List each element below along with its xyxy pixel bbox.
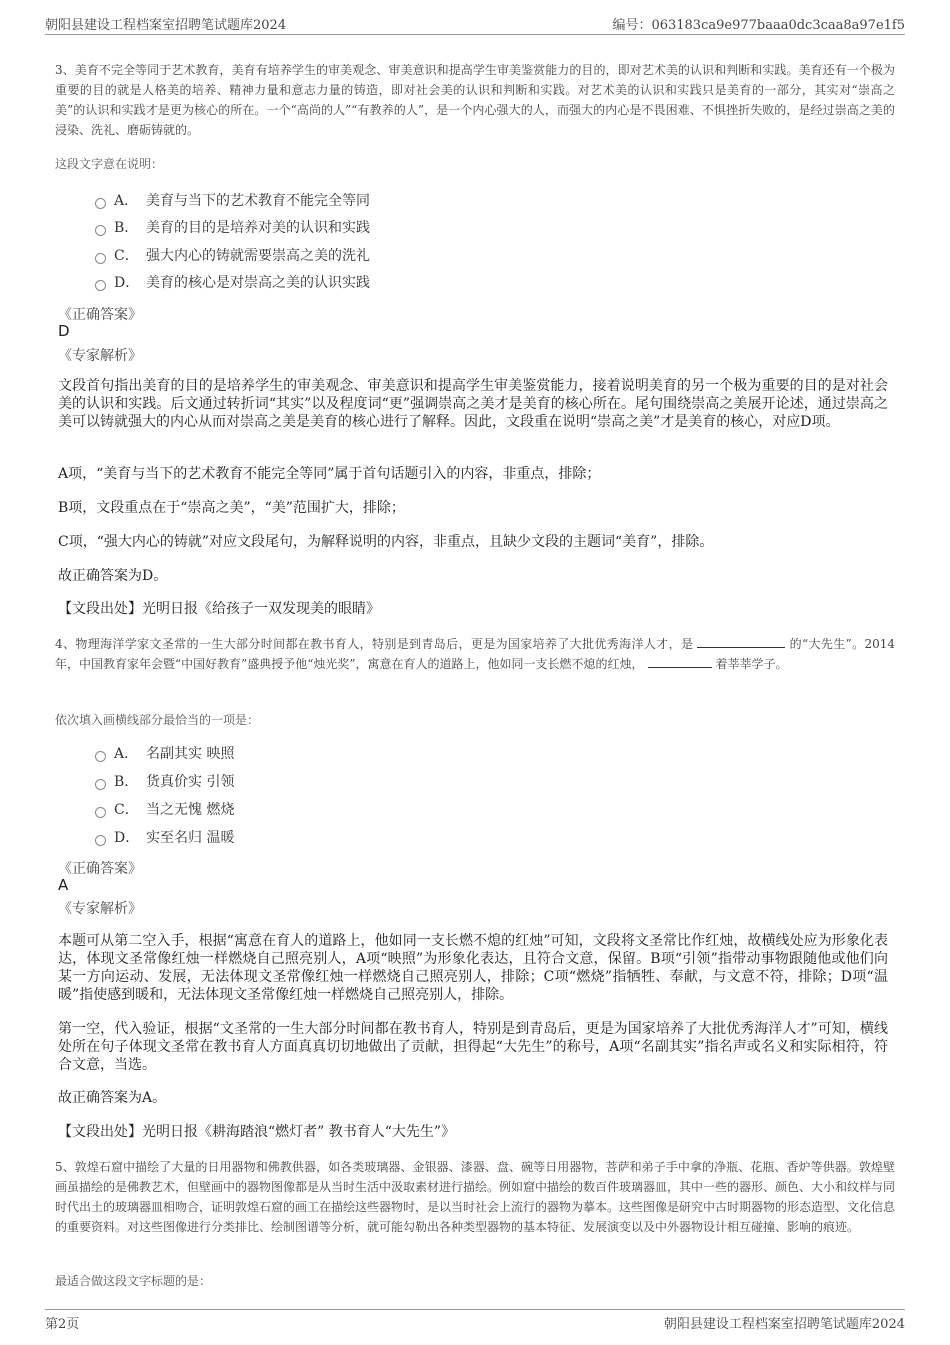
document-code: 编号：063183ca9e977baaa0dc3caa8a97e1f5 (612, 18, 905, 33)
question-3-text: 3、美育不完全等同于艺术教育，美育有培养学生的审美观念、审美意识和提高学生审美鉴赏能力的目的，即对艺术美的认识和判断和实践。美育还有一个极为重要的目的就是人格美的培养、精神力量和意志力量的铸造，即对社会美的认识和判断和实践。对艺术美的认识和实践只是美育的一部分，其实对“崇高之美”的认识和实践才是更为核心的所在。一个“高尚的人”“有教养的人”，是一个内心强大的人，而强大的内心是不畏困难、不惧挫折失败的，是经过崇高之美的浸染、洗礼、磨砺铸就的。 (55, 63, 895, 137)
question-3-option-d[interactable]: D． 美育的核心是对崇高之美的认识实践 (95, 271, 370, 293)
question-3-option-a[interactable]: A． 美育与当下的艺术教育不能完全等同 (95, 189, 370, 211)
question-4-text: 4、物理海洋学家文圣常的一生大部分时间都在教书育人，特别是到青岛后，更是为国家培养了大批优秀海洋人才，是 的“大先生”。2014年，中国教育家年会暨“中国好教育”盛典授予他“烛光奖”，寓意在育人的道路上，他如同一支长燃不熄的红烛， 着莘莘学子。 (55, 637, 896, 671)
radio-icon[interactable] (95, 253, 106, 264)
question-4-option-b[interactable]: B． 货真价实 引领 (95, 770, 234, 792)
question-3-analysis-main: 文段首句指出美育的目的是培养学生的审美观念、审美意识和提高学生审美鉴赏能力，接着说明美育的另一个极为重要的目的是对社会美的认识和实践。后文通过转折词“其实”以及程度词“更”强调崇高之美才是美育的核心所在。尾句围绕崇高之美展开论述，通过崇高之美可以铸就强大的内心从而对崇高之美是美育的核心进行了解释。因此，文段重在说明“崇高之美”才是美育的核心，对应D项。 (58, 378, 888, 430)
question-3-answer-label: 《正确答案》 (58, 307, 142, 323)
question-3-prompt: 这段文字意在说明： (55, 157, 164, 171)
blank-1 (697, 635, 785, 648)
radio-icon[interactable] (95, 751, 106, 762)
option-text: 当之无愧 燃烧 (146, 802, 235, 818)
option-text: 强大内心的铸就需要崇高之美的洗礼 (146, 248, 370, 264)
question-3-conclusion: 故正确答案为D。 (58, 568, 168, 584)
radio-icon[interactable] (95, 807, 106, 818)
blank-2 (648, 655, 712, 668)
radio-icon[interactable] (95, 280, 106, 291)
page-number: 第2页 (45, 1317, 80, 1332)
option-text: 美育的目的是培养对美的认识和实践 (146, 220, 370, 236)
question-3-analysis-a: A项，“美育与当下的艺术教育不能完全等同”属于首句话题引入的内容，非重点，排除； (58, 466, 601, 482)
question-4-conclusion: 故正确答案为A。 (58, 1090, 167, 1106)
question-5-text: 5、敦煌石窟中描绘了大量的日用器物和佛教供器，如各类玻璃器、金银器、漆器、盘、碗等日用器物，菩萨和弟子手中拿的净瓶、花瓶、香炉等供器。敦煌壁画虽描绘的是佛教艺术，但壁画中的器物图像都是从当时生活中汲取素材进行描绘。例如窟中描绘的数百件玻璃器皿，其中一些的器形、颜色、大小和纹样与同时代出土的玻璃器皿相吻合，证明敦煌石窟的画工在描绘这些器物时，是以当时社会上流行的器物为摹本。这些图像是研究中古时期器物的形态造型、文化信息的重要资料。对这些图像进行分类排比、绘制图谱等分析，就可能勾勒出各种类型器物的基本特征、发展演变以及中外器物设计相互碰撞、影响的痕迹。 (55, 1160, 896, 1234)
footer-title: 朝阳县建设工程档案室招聘笔试题库2024 (663, 1317, 905, 1332)
question-3-option-b[interactable]: B． 美育的目的是培养对美的认识和实践 (95, 216, 370, 238)
question-5-prompt: 最适合做这段文字标题的是： (55, 1274, 212, 1288)
option-text: 实至名归 温暖 (146, 830, 235, 846)
question-4-analysis-label: 《专家解析》 (58, 901, 142, 917)
option-text: 美育与当下的艺术教育不能完全等同 (146, 193, 370, 209)
radio-icon[interactable] (95, 225, 106, 236)
question-3-answer: D (58, 322, 70, 340)
question-4-source: 【文段出处】光明日报《耕海踏浪“燃灯者” 教书育人“大先生”》 (58, 1124, 456, 1140)
question-3-source: 【文段出处】光明日报《给孩子一双发现美的眼睛》 (58, 601, 380, 617)
question-4-analysis-first-blank: 第一空，代入验证，根据“文圣常的一生大部分时间都在教书育人，特别是到青岛后，更是为国家培养了大批优秀海洋人才”可知，横线处所在句子体现文圣常在教书育人方面真真切切地做出了贡献，担得起“大先生”的称号，A项“名副其实”指名声或名义和实际相符，符合文意，当选。 (58, 1021, 888, 1073)
question-4-option-c[interactable]: C． 当之无愧 燃烧 (95, 798, 234, 820)
question-4-option-d[interactable]: D． 实至名归 温暖 (95, 826, 234, 848)
header-title: 朝阳县建设工程档案室招聘笔试题库2024 (45, 18, 287, 33)
question-4-prompt: 依次填入画横线部分最恰当的一项是： (55, 713, 260, 727)
question-4-analysis-main: 本题可从第二空入手，根据“寓意在育人的道路上，他如同一支长燃不熄的红烛”可知，文段将文圣常比作红烛，故横线处应为形象化表达，体现文圣常像红烛一样燃烧自己照亮别人，A项“映照”为形象化表达，且符合文意，保留。B项“引领”指带动事物跟随他或他们向某一方向运动、发展，无法体现文圣常像红烛一样燃烧自己照亮别人，排除；C项“燃烧”指牺牲、奉献，与文意不符，排除；D项“温暖”指使感到暖和，无法体现文圣常像红烛一样燃烧自己照亮别人，排除。 (58, 933, 888, 1003)
question-4-answer: A (58, 876, 69, 894)
option-text: 美育的核心是对崇高之美的认识实践 (146, 275, 370, 291)
header-divider (45, 34, 905, 35)
radio-icon[interactable] (95, 835, 106, 846)
radio-icon[interactable] (95, 198, 106, 209)
question-3-analysis-label: 《专家解析》 (58, 348, 142, 364)
question-3-analysis-b: B项，文段重点在于“崇高之美”，“美”范围扩大，排除； (58, 500, 405, 516)
question-3-option-c[interactable]: C． 强大内心的铸就需要崇高之美的洗礼 (95, 244, 370, 266)
footer-divider (45, 1309, 905, 1310)
question-4-option-a[interactable]: A． 名副其实 映照 (95, 742, 234, 764)
question-4-answer-label: 《正确答案》 (58, 861, 142, 877)
option-text: 货真价实 引领 (146, 774, 235, 790)
option-text: 名副其实 映照 (146, 746, 235, 762)
radio-icon[interactable] (95, 779, 106, 790)
question-3-analysis-c: C项，“强大内心的铸就”对应文段尾句，为解释说明的内容，非重点，且缺少文段的主题词“美育”，排除。 (58, 534, 714, 550)
